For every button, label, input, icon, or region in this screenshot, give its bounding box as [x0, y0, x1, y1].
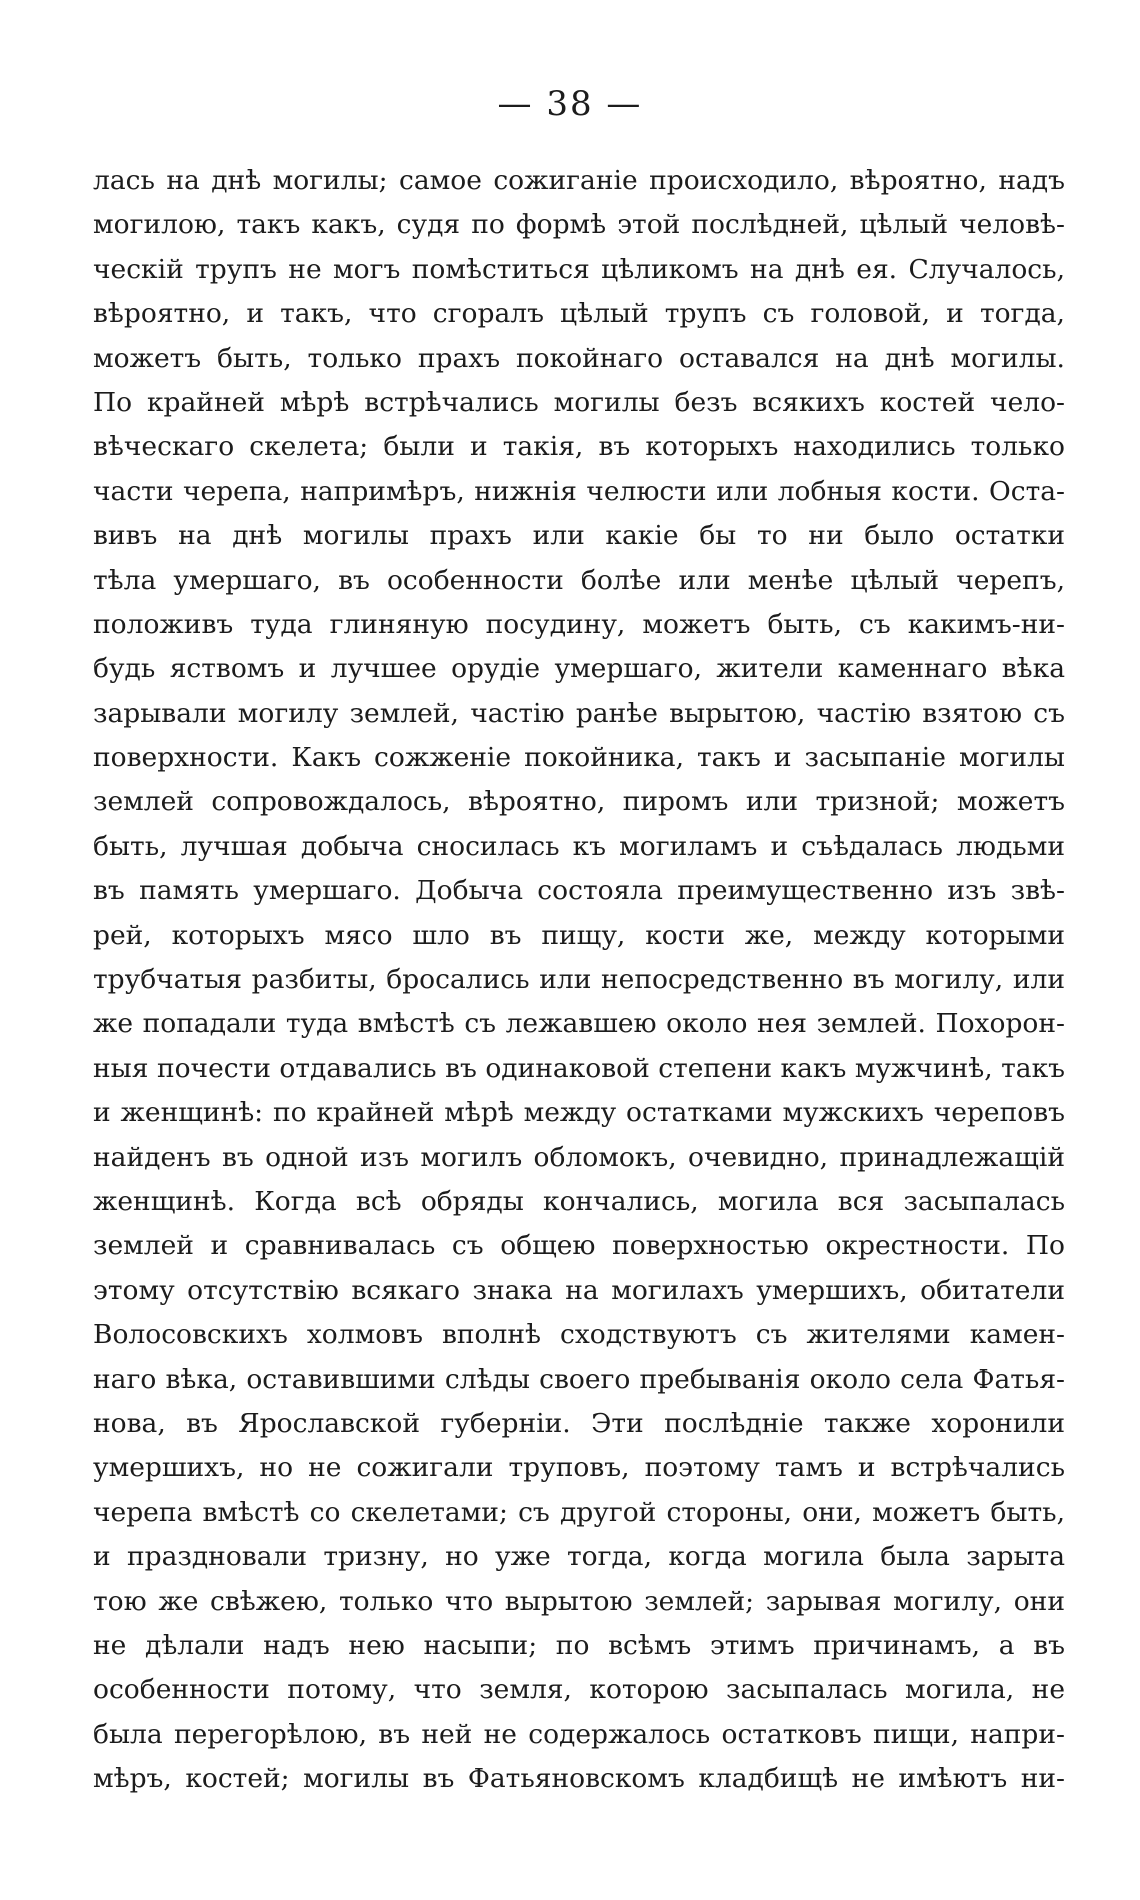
text-line: можетъ быть, только прахъ покойнаго оставался на днѣ могилы.	[93, 342, 1065, 374]
text-line: мѣръ, костей; могилы въ Фатьяновскомъ кладбищѣ не имѣютъ ни-	[93, 1763, 1065, 1795]
text-line: найденъ въ одной изъ могилъ обломокъ, очевидно, принадлежащій	[93, 1141, 1065, 1173]
text-line: положивъ туда глиняную посудину, можетъ быть, съ какимъ-ни-	[93, 608, 1065, 640]
text-line: была перегорѣлою, въ ней не содержалось остатковъ пищи, напри-	[93, 1718, 1065, 1750]
text-line: не дѣлали надъ нею насыпи; по всѣмъ этимъ причинамъ, а въ	[93, 1629, 1065, 1661]
text-line: зарывали могилу землей, частію ранѣе вырытою, частію взятою съ	[93, 697, 1065, 729]
text-line: умершихъ, но не сожигали труповъ, поэтому тамъ и встрѣчались	[93, 1452, 1065, 1484]
text-line: По крайней мѣрѣ встрѣчались могилы безъ всякихъ костей чело-	[93, 386, 1065, 418]
text-line: и праздновали тризну, но уже тогда, когда могила была зарыта	[93, 1541, 1065, 1573]
text-line: наго вѣка, оставившими слѣды своего пребыванія около села Фатья-	[93, 1363, 1065, 1395]
text-line: будь яствомъ и лучшее орудіе умершаго, жители каменнаго вѣка	[93, 653, 1065, 685]
text-line: вѣческаго скелета; были и такія, въ которыхъ находились только	[93, 431, 1065, 463]
text-line: быть, лучшая добыча сносилась къ могиламъ и съѣдалась людьми	[93, 830, 1065, 862]
text-line: поверхности. Какъ сожженіе покойника, такъ и засыпаніе могилы	[93, 742, 1065, 774]
text-line: ческій трупъ не могъ помѣститься цѣликомъ на днѣ ея. Случалось,	[93, 253, 1065, 285]
text-line: землей и сравнивалась съ общею поверхностью окрестности. По	[93, 1230, 1065, 1262]
text-line: могилою, такъ какъ, судя по формѣ этой послѣдней, цѣлый человѣ-	[93, 209, 1065, 241]
text-line: рей, которыхъ мясо шло въ пищу, кости же, между которыми	[93, 919, 1065, 951]
text-line: женщинѣ. Когда всѣ обряды кончались, могила вся засыпалась	[93, 1185, 1065, 1217]
text-line: землей сопровождалось, вѣроятно, пиромъ или тризной; можетъ	[93, 786, 1065, 818]
text-line: черепа вмѣстѣ со скелетами; съ другой стороны, они, можетъ быть,	[93, 1496, 1065, 1528]
text-line: же попадали туда вмѣстѣ съ лежавшею около нея землей. Похорон-	[93, 1008, 1065, 1040]
text-line: этому отсутствію всякаго знака на могилахъ умершихъ, обитатели	[93, 1274, 1065, 1306]
text-line: трубчатыя разбиты, бросались или непосредственно въ могилу, или	[93, 964, 1065, 996]
page-number: — 38 —	[497, 84, 643, 124]
text-line: тою же свѣжею, только что вырытою землей; зарывая могилу, они	[93, 1585, 1065, 1617]
text-line: части черепа, напримѣръ, нижнія челюсти или лобныя кости. Оста-	[93, 475, 1065, 507]
text-line: вивъ на днѣ могилы прахъ или какіе бы то ни было остатки	[93, 520, 1065, 552]
text-line: въ память умершаго. Добыча состояла преимущественно изъ звѣ-	[93, 875, 1065, 907]
text-line: Волосовскихъ холмовъ вполнѣ сходствуютъ съ жителями камен-	[93, 1319, 1065, 1351]
text-line: и женщинѣ: по крайней мѣрѣ между остатками мужскихъ череповъ	[93, 1097, 1065, 1129]
text-line: вѣроятно, и такъ, что сгоралъ цѣлый трупъ съ головой, и тогда,	[93, 298, 1065, 330]
text-line: ныя почести отдавались въ одинаковой степени какъ мужчинѣ, такъ	[93, 1052, 1065, 1084]
text-line: нова, въ Ярославской губерніи. Эти послѣдніе также хоронили	[93, 1407, 1065, 1439]
text-line: особенности потому, что земля, которою засыпалась могила, не	[93, 1674, 1065, 1706]
text-line: лась на днѣ могилы; самое сожиганіе происходило, вѣроятно, надъ	[93, 165, 1065, 196]
body-text	[93, 159, 1065, 1801]
text-line: тѣла умершаго, въ особенности болѣе или менѣе цѣлый черепъ,	[93, 564, 1065, 596]
